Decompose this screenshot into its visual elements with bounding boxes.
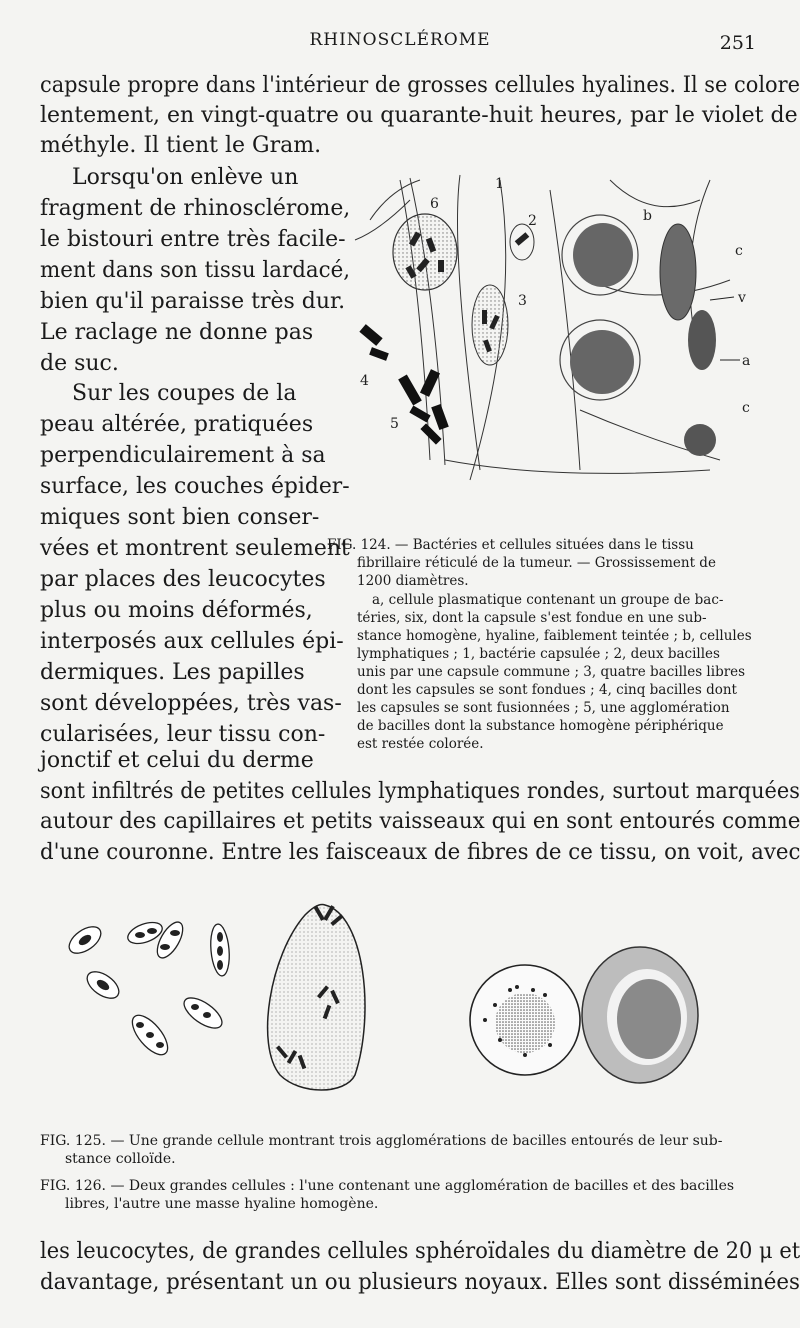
- left-column-line: par places des leucocytes: [40, 567, 326, 592]
- fig124-label: a: [742, 353, 751, 369]
- left-column-line: perpendiculairement à sa: [40, 443, 326, 468]
- fig125-caption-line: FIG. 125. — Une grande cellule montrant trois agglomérations de bacilles entourés de leur sub-: [40, 1133, 723, 1149]
- fig124-caption-line: lymphatiques ; 1, bactérie capsulée ; 2, deux bacilles: [357, 646, 720, 662]
- fig124-caption-line: est restée colorée.: [357, 736, 484, 752]
- left-column-line: sont développées, très vas-: [40, 691, 342, 716]
- left-column-line: jonctif et celui du derme: [40, 748, 314, 773]
- body-line: davantage, présentant un ou plusieurs noyaux. Elles sont disséminées: [40, 1270, 800, 1295]
- left-column-line: peau altérée, pratiquées: [40, 412, 314, 437]
- fig124-label: 5: [390, 416, 399, 432]
- fig124-label: 3: [518, 293, 527, 309]
- left-column-line: cularisées, leur tissu con-: [40, 722, 326, 747]
- body-line: capsule propre dans l'intérieur de grosses cellules hyalines. Il se colore: [40, 73, 800, 98]
- fig125-caption-line: stance colloïde.: [65, 1151, 176, 1167]
- figures-125-126-illustration: [55, 895, 715, 1120]
- fig124-caption-line: stance homogène, hyaline, faiblement teintée ; b, cellules: [357, 628, 752, 644]
- left-column-line: Lorsqu'on enlève un: [72, 165, 299, 190]
- fig124-label: 1: [495, 176, 504, 192]
- page-number: 251: [719, 32, 756, 54]
- fig124-label: 4: [360, 373, 369, 389]
- left-column-line: le bistouri entre très facile-: [40, 227, 346, 252]
- fig124-caption-line: dont les capsules se sont fondues ; 4, cinq bacilles dont: [357, 682, 737, 698]
- body-line: méthyle. Il tient le Gram.: [40, 133, 322, 158]
- fig126-caption-line: FIG. 126. — Deux grandes cellules : l'une contenant une agglomération de bacilles et des bacilles: [40, 1178, 735, 1194]
- fig124-caption-line: 1200 diamètres.: [357, 573, 469, 589]
- fig124-label: v: [738, 290, 746, 306]
- figure-124-illustration: [350, 160, 770, 490]
- fig124-caption-line: unis par une capsule commune ; 3, quatre bacilles libres: [357, 664, 746, 680]
- fig124-caption-line: les capsules se sont fusionnées ; 5, une agglomération: [357, 700, 730, 716]
- body-line: d'une couronne. Entre les faisceaux de fibres de ce tissu, on voit, avec: [40, 840, 800, 865]
- fig124-label: c: [742, 400, 750, 416]
- fig124-caption-line: téries, six, dont la capsule s'est fondue en une sub-: [357, 610, 707, 626]
- fig124-label: 6: [430, 196, 439, 212]
- body-line: sont infiltrés de petites cellules lymphatiques rondes, surtout marquées: [40, 779, 800, 804]
- left-column-line: de suc.: [40, 351, 119, 376]
- fig124-label: b: [643, 208, 652, 224]
- left-column-line: ment dans son tissu lardacé,: [40, 258, 351, 283]
- left-column-line: vées et montrent seulement: [40, 536, 350, 561]
- left-column-line: interposés aux cellules épi-: [40, 629, 344, 654]
- left-column-line: Le raclage ne donne pas: [40, 320, 314, 345]
- left-column-line: bien qu'il paraisse très dur.: [40, 289, 346, 314]
- fig124-caption-line: fibrillaire réticulé de la tumeur. — Grossissement de: [357, 555, 716, 571]
- fig126-caption-line: libres, l'autre une masse hyaline homogène.: [65, 1196, 379, 1212]
- left-column-line: surface, les couches épider-: [40, 474, 350, 499]
- left-column-line: dermiques. Les papilles: [40, 660, 305, 685]
- fig124-caption-line: a, cellule plasmatique contenant un groupe de bac-: [372, 592, 724, 608]
- fig124-caption-line: FIG. 124. — Bactéries et cellules situées dans le tissu: [327, 537, 694, 553]
- body-line: les leucocytes, de grandes cellules sphéroïdales du diamètre de 20 μ et: [40, 1239, 800, 1264]
- left-column-line: miques sont bien conser-: [40, 505, 320, 530]
- body-line: autour des capillaires et petits vaisseaux qui en sont entourés comme: [40, 809, 800, 834]
- body-line: lentement, en vingt-quatre ou quarante-huit heures, par le violet de: [40, 103, 798, 128]
- left-column-line: fragment de rhinosclérome,: [40, 196, 351, 221]
- running-header: RHINOSCLÉROME: [309, 30, 491, 50]
- left-column-line: Sur les coupes de la: [72, 381, 297, 406]
- fig124-caption-line: de bacilles dont la substance homogène périphérique: [357, 718, 724, 734]
- fig124-label: c: [735, 243, 743, 259]
- fig124-label: 2: [528, 213, 537, 229]
- left-column-line: plus ou moins déformés,: [40, 598, 313, 623]
